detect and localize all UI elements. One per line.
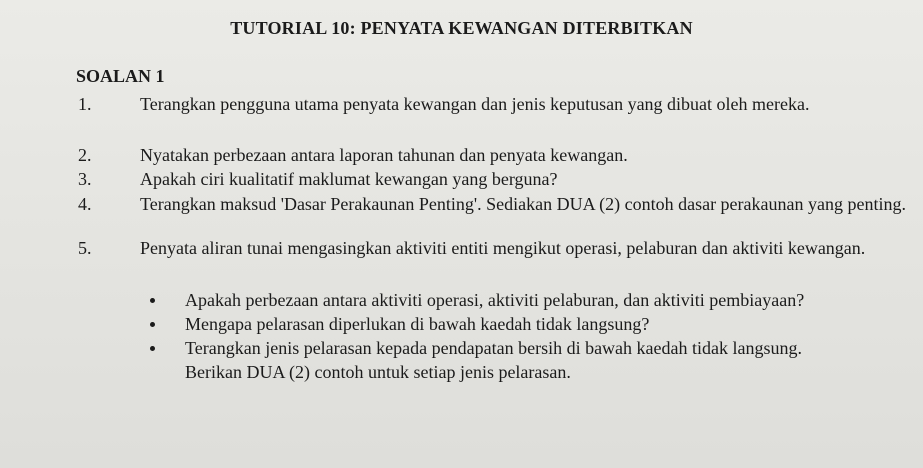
bullet-continuation	[128, 360, 923, 384]
question-number: 4.	[78, 194, 92, 214]
question-number: 1.	[78, 94, 92, 114]
question-3	[78, 167, 910, 191]
question-number: 5.	[78, 238, 92, 258]
bullet-item	[128, 336, 923, 360]
question-4	[78, 192, 910, 216]
question-5	[78, 236, 910, 260]
bullet-text: Terangkan jenis pelarasan kepada pendapatan bersih di bawah kaedah tidak langsung.	[185, 338, 803, 358]
bullet-dot-icon	[150, 322, 155, 327]
bullet-text: Apakah perbezaan antara aktiviti operasi, aktiviti pelaburan, dan aktiviti pembiayaan?	[185, 290, 805, 310]
bullet-dot-icon	[150, 346, 155, 351]
bullet-item	[128, 288, 923, 312]
bullet-continuation-text: Berikan DUA (2) contoh untuk setiap jenis pelarasan.	[185, 362, 571, 382]
question-number: 3.	[78, 169, 92, 189]
question-1	[78, 92, 910, 116]
question-number: 2.	[78, 145, 92, 165]
bullet-dot-icon	[150, 298, 155, 303]
question-text: Terangkan pengguna utama penyata kewangan dan jenis keputusan yang dibuat oleh mereka.	[140, 94, 810, 114]
question-text: Nyatakan perbezaan antara laporan tahunan dan penyata kewangan.	[140, 145, 628, 165]
question-2	[78, 143, 910, 167]
bullet-text: Mengapa pelarasan diperlukan di bawah kaedah tidak langsung?	[185, 314, 650, 334]
question-text: Terangkan maksud 'Dasar Perakaunan Penting'. Sediakan DUA (2) contoh dasar perakaunan yang penting.	[140, 194, 906, 214]
question-text: Penyata aliran tunai mengasingkan aktiviti entiti mengikut operasi, pelaburan dan aktiviti kewangan.	[140, 238, 866, 258]
bullet-list	[128, 288, 923, 384]
section-heading: SOALAN 1	[76, 66, 165, 86]
bullet-item	[128, 312, 923, 336]
document-title: TUTORIAL 10: PENYATA KEWANGAN DITERBITKAN	[230, 18, 693, 38]
question-text: Apakah ciri kualitatif maklumat kewangan yang berguna?	[140, 169, 558, 189]
